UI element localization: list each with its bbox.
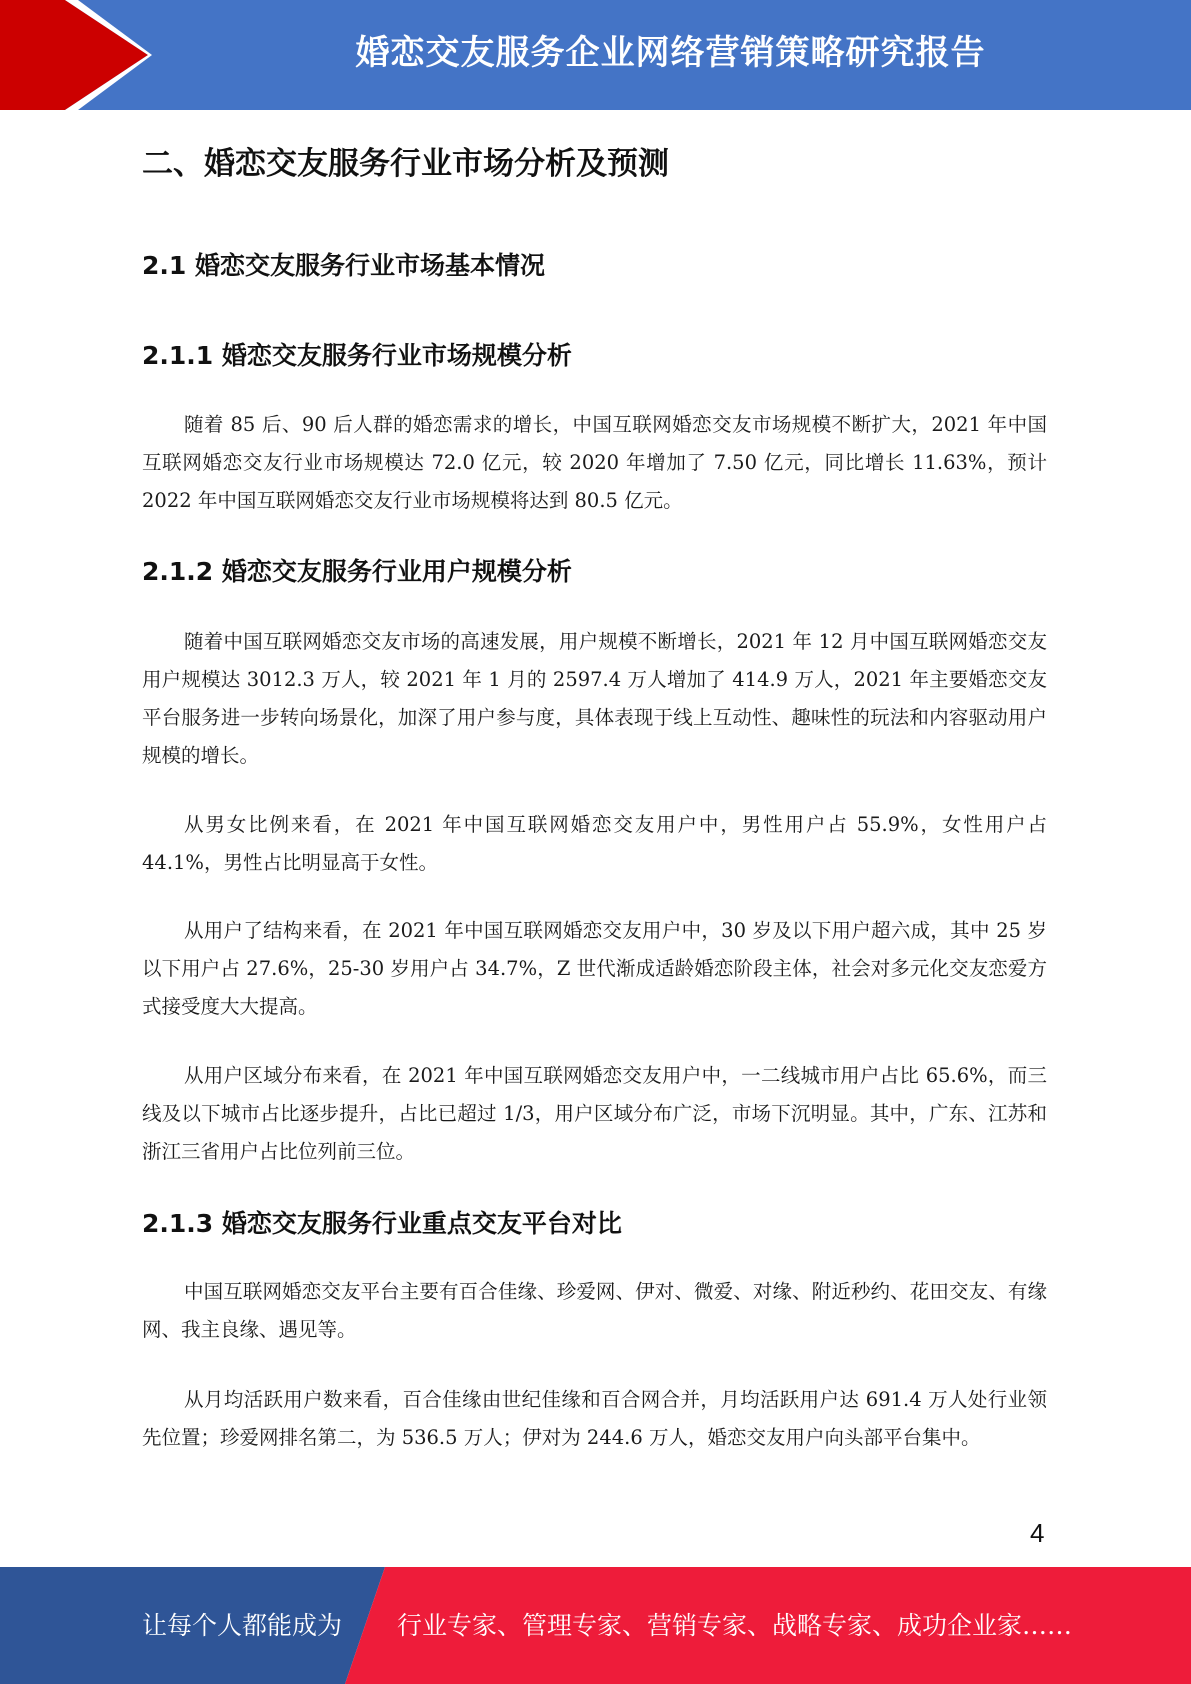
- paragraph-region-distribution: 从用户区域分布来看，在 2021 年中国互联网婚恋交友用户中，一二线城市用户占比 65.6%，而三线及以下城市占比逐步提升，占比已超过 1/3，用户区域分布广泛，市场下沉明显。其中，广东、江苏和浙江三省用户占比位列前三位。: [142, 1064, 1047, 1163]
- page-number: 4: [1030, 1518, 1045, 1548]
- paragraph-monthly-active-users: 从月均活跃用户数来看，百合佳缘由世纪佳缘和百合网合并，月均活跃用户达 691.4 万人处行业领先位置；珍爱网排名第二，为 536.5 万人；伊对为 244.6 万人，婚恋交友用户向头部平台集中。: [142, 1388, 1047, 1449]
- paragraph-age-structure: 从用户了结构来看，在 2021 年中国互联网婚恋交友用户中，30 岁及以下用户超六成，其中 25 岁以下用户占 27.6%，25-30 岁用户占 34.7%，Z 世代渐成适龄婚恋阶段主体，社会对多元化交友恋爱方式接受度大大提高。: [142, 919, 1047, 1018]
- paragraph-gender-ratio: 从男女比例来看，在 2021 年中国互联网婚恋交友用户中，男性用户占 55.9%，女性用户占 44.1%，男性占比明显高于女性。: [142, 813, 1047, 874]
- footer-slogan-left: 让每个人都能成为: [142, 1611, 343, 1640]
- report-title: 婚恋交友服务企业网络营销策略研究报告: [355, 33, 986, 73]
- footer-slogan-right: 行业专家、管理专家、营销专家、战略专家、成功企业家……: [397, 1611, 1073, 1640]
- paragraph-platform-list: 中国互联网婚恋交友平台主要有百合佳缘、珍爱网、伊对、微爱、对缘、附近秒约、花田交友、有缘网、我主良缘、遇见等。: [142, 1280, 1047, 1341]
- subsection-heading-2-1: 2.1 婚恋交友服务行业市场基本情况: [142, 251, 545, 280]
- section-heading: 二、婚恋交友服务行业市场分析及预测: [142, 146, 669, 182]
- paragraph-user-scale: 随着中国互联网婚恋交友市场的高速发展，用户规模不断增长，2021 年 12 月中国互联网婚恋交友用户规模达 3012.3 万人，较 2021 年 1 月的 2597.4 万人增加了 414.9 万人，2021 年主要婚恋交友平台服务进一步转向场景化，加深了用户参与度，具体表现于线上互动性、趣味性的玩法和内容驱动用户规模的增长。: [142, 630, 1047, 767]
- subsection-heading-2-1-1: 2.1.1 婚恋交友服务行业市场规模分析: [142, 341, 572, 370]
- header-band: [0, 0, 1191, 110]
- subsection-heading-2-1-3: 2.1.3 婚恋交友服务行业重点交友平台对比: [142, 1209, 622, 1238]
- subsection-heading-2-1-2: 2.1.2 婚恋交友服务行业用户规模分析: [142, 557, 572, 586]
- paragraph-market-size: 随着 85 后、90 后人群的婚恋需求的增长，中国互联网婚恋交友市场规模不断扩大，2021 年中国互联网婚恋交友行业市场规模达 72.0 亿元，较 2020 年增加了 7.50 亿元，同比增长 11.63%，预计 2022 年中国互联网婚恋交友行业市场规模将达到 80.5 亿元。: [142, 413, 1047, 512]
- footer-band: [0, 1567, 1191, 1684]
